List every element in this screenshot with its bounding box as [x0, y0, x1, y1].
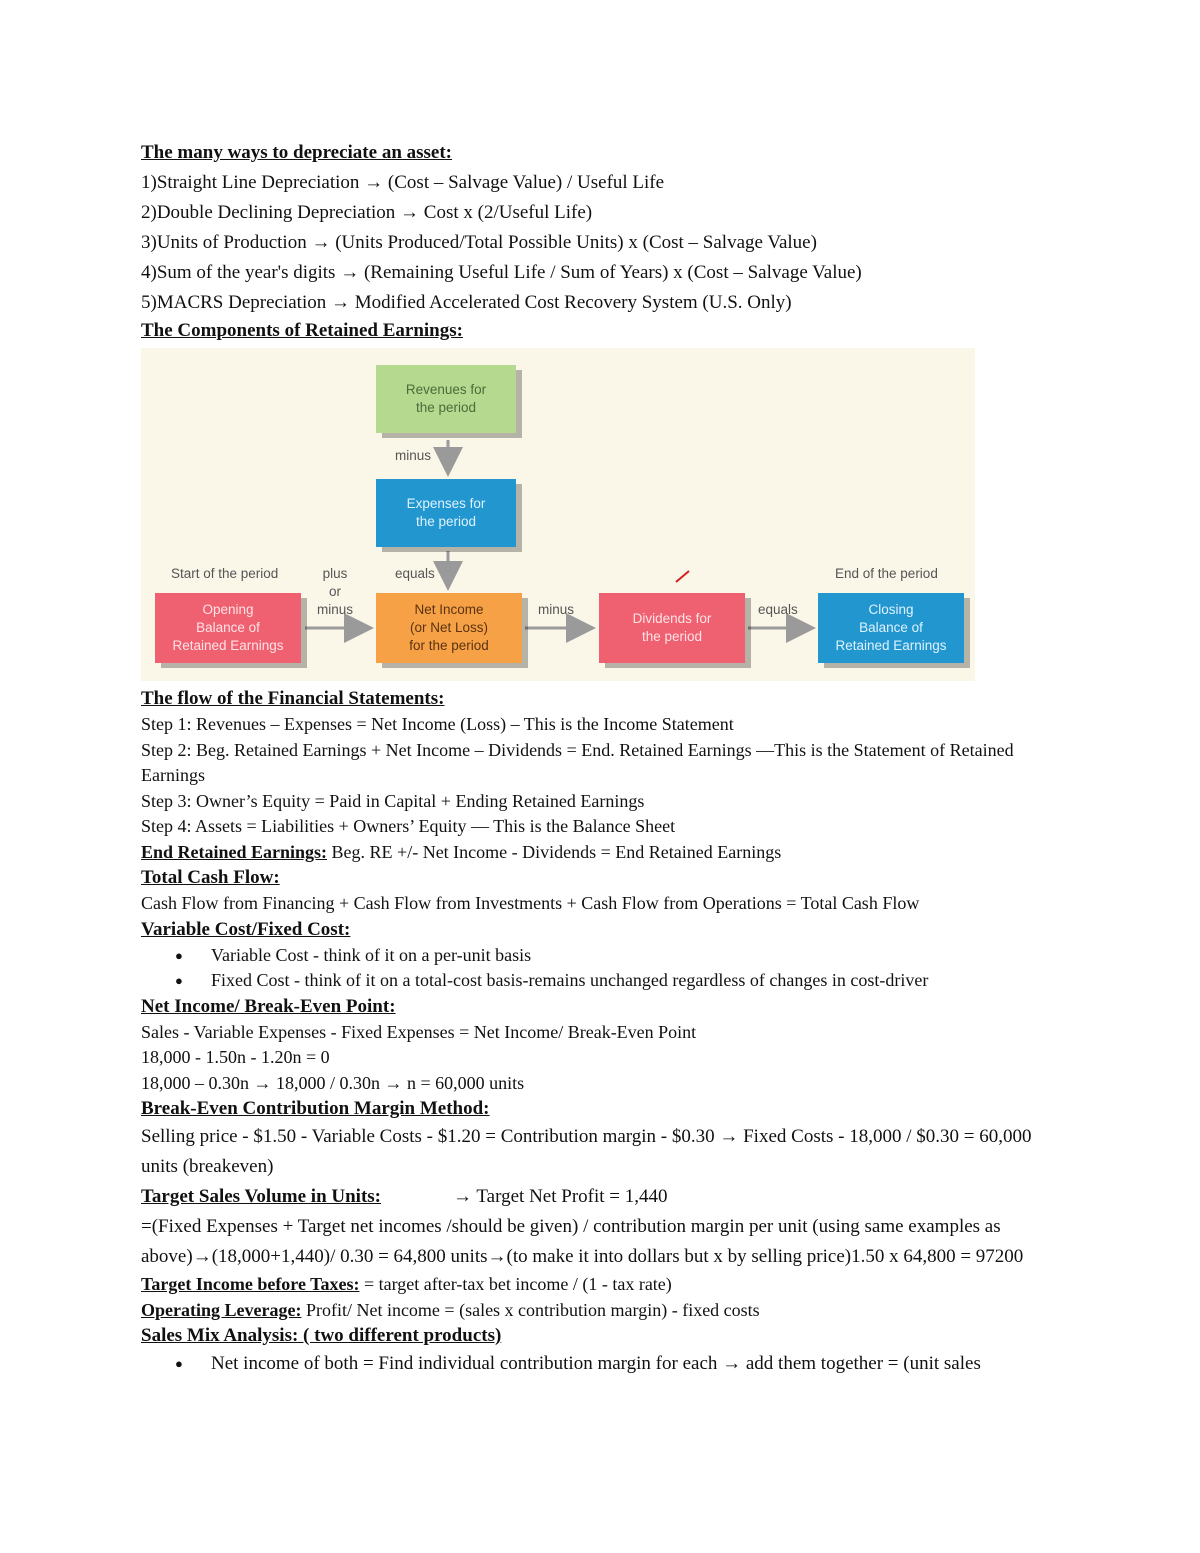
opening-balance-box: Opening Balance of Retained Earnings — [155, 593, 301, 663]
sales-mix-heading: Sales Mix Analysis: ( two different products) — [141, 1325, 502, 1346]
break-even-line-3: 18,000 – 0.30n → 18,000 / 0.30n → n = 60,000 units — [141, 1072, 525, 1093]
end-retained-earnings-text: Beg. RE +/- Net Income - Dividends = End Retained Earnings — [327, 841, 782, 862]
label-equals-top: equals — [395, 566, 435, 581]
cash-flow-text: Cash Flow from Financing + Cash Flow from Investments + Cash Flow from Operations = Total Cash Flow — [141, 893, 920, 913]
depreciation-item-3: 3)Units of Production → (Units Produced/Total Possible Units) x (Cost – Salvage Value) — [141, 232, 817, 253]
break-even-line-1: Sales - Variable Expenses - Fixed Expenses = Net Income/ Break-Even Point — [141, 1021, 697, 1042]
target-income-heading: Target Income before Taxes: — [141, 1274, 360, 1294]
target-sales-heading: Target Sales Volume in Units: — [141, 1186, 381, 1207]
retained-earnings-diagram — [141, 348, 975, 681]
dividends-box: Dividends for the period — [599, 593, 745, 663]
operating-leverage-heading: Operating Leverage: — [141, 1299, 302, 1320]
label-start-of-period: Start of the period — [171, 566, 279, 581]
break-even-heading: Net Income/ Break-Even Point: — [141, 995, 396, 1017]
cash-flow-heading: Total Cash Flow: — [141, 867, 280, 888]
var-fixed-list — [141, 943, 1061, 994]
components-heading: The Components of Retained Earnings: — [141, 320, 463, 341]
var-fixed-bullet-1: ● Variable Cost - think of it on a per-unit basis — [141, 943, 1061, 969]
break-even-line-2: 18,000 - 1.50n - 1.20n = 0 — [141, 1047, 330, 1067]
flow-step-2: Step 2: Beg. Retained Earnings + Net Income – Dividends = End. Retained Earnings —This is the Statement of Retained Earnings — [141, 739, 1014, 785]
depreciation-item-4: 4)Sum of the year's digits → (Remaining Useful Life / Sum of Years) x (Cost – Salvage Value) — [141, 262, 862, 283]
flow-step-3: Step 3: Owner’s Equity = Paid in Capital + Ending Retained Earnings — [141, 790, 645, 811]
sales-mix-bullet: ● Net income of both = Find individual contribution margin for each → add them together = (unit sales — [141, 1349, 1061, 1379]
operating-leverage-text: Profit/ Net income = (sales x contribution margin) - fixed costs — [301, 1299, 760, 1320]
contribution-heading: Break-Even Contribution Margin Method: — [141, 1098, 490, 1119]
contribution-text: Selling price - $1.50 - Variable Costs - $1.20 = Contribution margin - $0.30 → Fixed Costs - 18,000 / $0.30 = 60,000 units (breakeven) — [141, 1126, 1032, 1177]
target-income-line — [141, 1272, 1061, 1298]
flow-heading: The flow of the Financial Statements: — [141, 688, 445, 709]
end-retained-earnings-line — [141, 840, 1061, 866]
flow-step-1: Step 1: Revenues – Expenses = Net Income (Loss) – This is the Income Statement — [141, 714, 734, 734]
document-page — [141, 140, 1061, 1379]
var-fixed-bullet-2: ● Fixed Cost - think of it on a total-cost basis-remains unchanged regardless of changes in cost-driver — [141, 968, 1061, 994]
red-check-mark — [676, 571, 689, 582]
label-plus-or-minus: plus or minus — [316, 566, 353, 617]
depreciation-heading: The many ways to depreciate an asset: — [141, 142, 453, 163]
target-sales-line — [141, 1182, 1061, 1212]
depreciation-item-1: 1)Straight Line Depreciation → (Cost – Salvage Value) / Useful Life — [141, 172, 665, 193]
label-equals-mid: equals — [758, 602, 798, 617]
closing-balance-box: Closing Balance of Retained Earnings — [818, 593, 964, 663]
target-sales-aside: → Target Net Profit = 1,440 — [453, 1186, 668, 1207]
var-fixed-heading: Variable Cost/Fixed Cost: — [141, 918, 351, 940]
target-income-text: = target after-tax bet income / (1 - tax rate) — [359, 1274, 672, 1294]
sales-mix-list — [141, 1349, 1061, 1379]
end-retained-earnings-heading: End Retained Earnings: — [141, 841, 328, 862]
label-minus-mid: minus — [538, 602, 575, 617]
label-end-of-period: End of the period — [835, 566, 938, 581]
expenses-box: Expenses for the period — [376, 479, 516, 547]
net-income-box: Net Income (or Net Loss) for the period — [376, 593, 522, 663]
label-minus-top: minus — [395, 448, 432, 463]
flow-step-4: Step 4: Assets = Liabilities + Owners’ Equity — This is the Balance Sheet — [141, 816, 676, 836]
depreciation-item-2: 2)Double Declining Depreciation → Cost x (2/Useful Life) — [141, 202, 593, 223]
operating-leverage-line — [141, 1298, 1061, 1324]
depreciation-item-5: 5)MACRS Depreciation → Modified Accelerated Cost Recovery System (U.S. Only) — [141, 292, 792, 313]
revenues-box: Revenues for the period — [376, 365, 516, 433]
target-sales-text: =(Fixed Expenses + Target net incomes /should be given) / contribution margin per unit (using same examples as above)→(18,000+1,440)/ 0.30 = 64,800 units→(to make it into dollars but x by selling price)1.50 x 64,800 = 97200 — [141, 1216, 1024, 1267]
